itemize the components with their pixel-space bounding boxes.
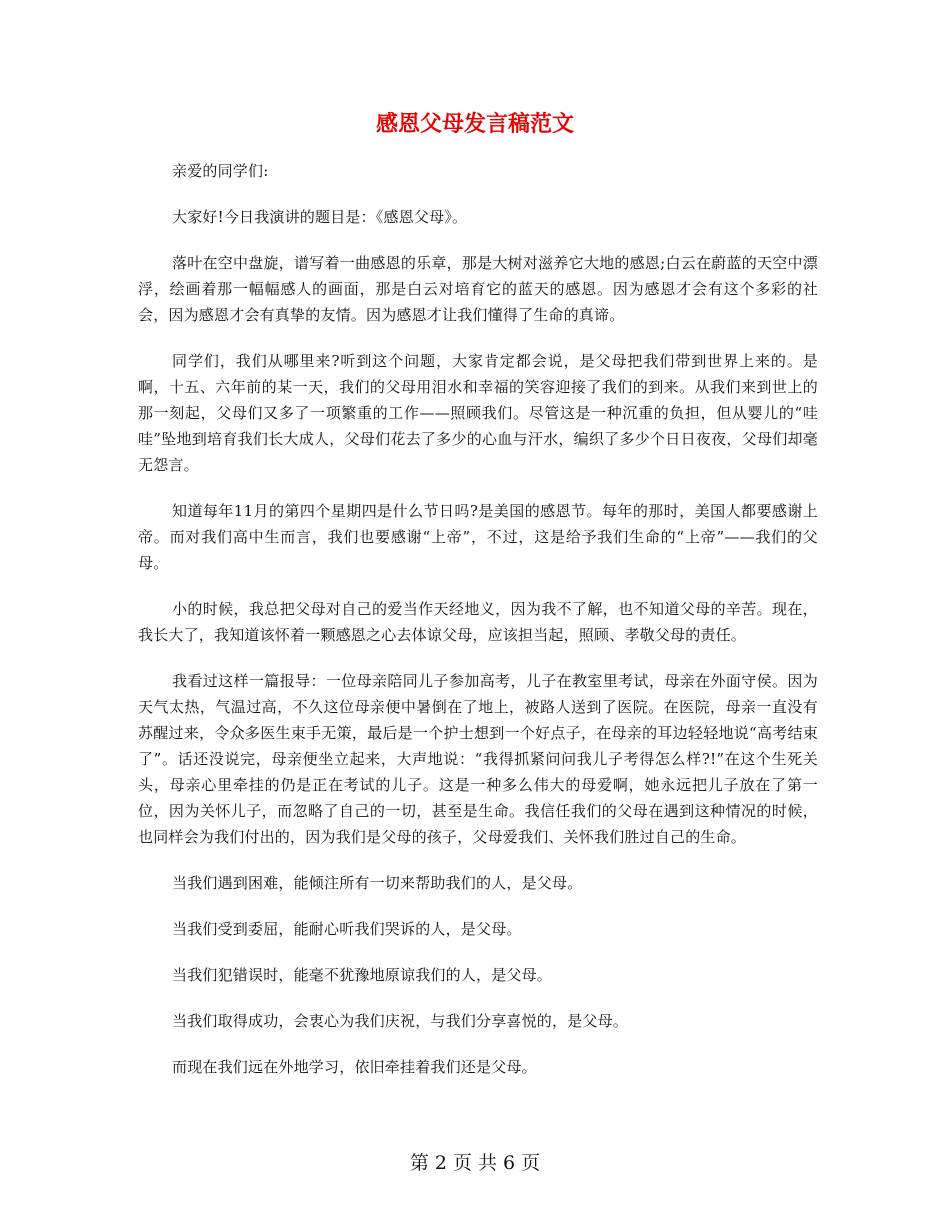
paragraph-mistake: 当我们犯错误时，能毫不犹豫地原谅我们的人，是父母。 [172,966,553,984]
paragraph-thanksgiving: 知道每年11月的第四个星期四是什么节日吗?是美国的感恩节。每年的那时，美国人都要感谢上帝。而对我们高中生而言，我们也要感谢“上帝”，不过，这是给予我们生命的“上帝”——我们的父母。 [138,502,818,572]
page-number-label: 第 2 页 共 6 页 [409,1152,541,1174]
page-footer [0,1150,950,1176]
document-title: 感恩父母发言稿范文 [375,112,574,137]
paragraph-story: 我看过这样一篇报导：一位母亲陪同儿子参加高考，儿子在教室里考试，母亲在外面守侯。因为天气太热，气温过高，不久这位母亲便中暑倒在了地上，被路人送到了医院。在医院，母亲一直没有苏醒过来，令众多医生束手无策，最后是一个护士想到一个好点子，在母亲的耳边轻轻地说“高考结束了”。话还没说完，母亲便坐立起来，大声地说：“我得抓紧问问我儿子考得怎么样?!”在这个生死关头，母亲心里牵挂的仍是正在考试的儿子。这是一种多么伟大的母爱啊，她永远把儿子放在了第一位，因为关怀儿子，而忽略了自己的一切，甚至是生命。我信任我们的父母在遇到这种情况的时候，也同样会为我们付出的，因为我们是父母的孩子，父母爱我们、关怀我们胜过自己的生命。 [138,672,818,846]
paragraph-away: 而现在我们远在外地学习，依旧牵挂着我们还是父母。 [172,1058,537,1076]
paragraph-intro: 大家好!今日我演讲的题目是：《感恩父母》。 [172,208,468,226]
paragraph-success: 当我们取得成功，会衷心为我们庆祝，与我们分享喜悦的，是父母。 [172,1012,629,1030]
paragraph-leaves: 落叶在空中盘旋，谱写着一曲感恩的乐章，那是大树对滋养它大地的感恩;白云在蔚蓝的天空中漂浮，绘画着那一幅幅感人的画面，那是白云对培育它的蓝天的感恩。因为感恩才会有这个多彩的社会，因为感恩才会有真挚的友情。因为感恩才让我们懂得了生命的真谛。 [138,254,818,324]
document-body [138,158,818,1100]
paragraph-grievance: 当我们受到委屈，能耐心听我们哭诉的人，是父母。 [172,920,522,938]
paragraph-difficulty: 当我们遇到困难，能倾注所有一切来帮助我们的人，是父母。 [172,874,583,892]
paragraph-childhood: 小的时候，我总把父母对自己的爱当作天经地义，因为我不了解，也不知道父母的辛苦。现在，我长大了，我知道该怀着一颗感恩之心去体谅父母，应该担当起，照顾、孝敬父母的责任。 [138,600,818,644]
paragraph-origin: 同学们，我们从哪里来?听到这个问题，大家肯定都会说，是父母把我们带到世界上来的。是啊，十五、六年前的某一天，我们的父母用泪水和幸福的笑容迎接了我们的到来。从我们来到世上的那一刻起，父母们又多了一项繁重的工作——照顾我们。尽管这是一种沉重的负担，但从婴儿的“哇哇”坠地到培育我们长大成人，父母们花去了多少的心血与汗水，编织了多少个日日夜夜，父母们却毫无怨言。 [138,352,818,474]
paragraph-greeting: 亲爱的同学们: [172,162,269,180]
